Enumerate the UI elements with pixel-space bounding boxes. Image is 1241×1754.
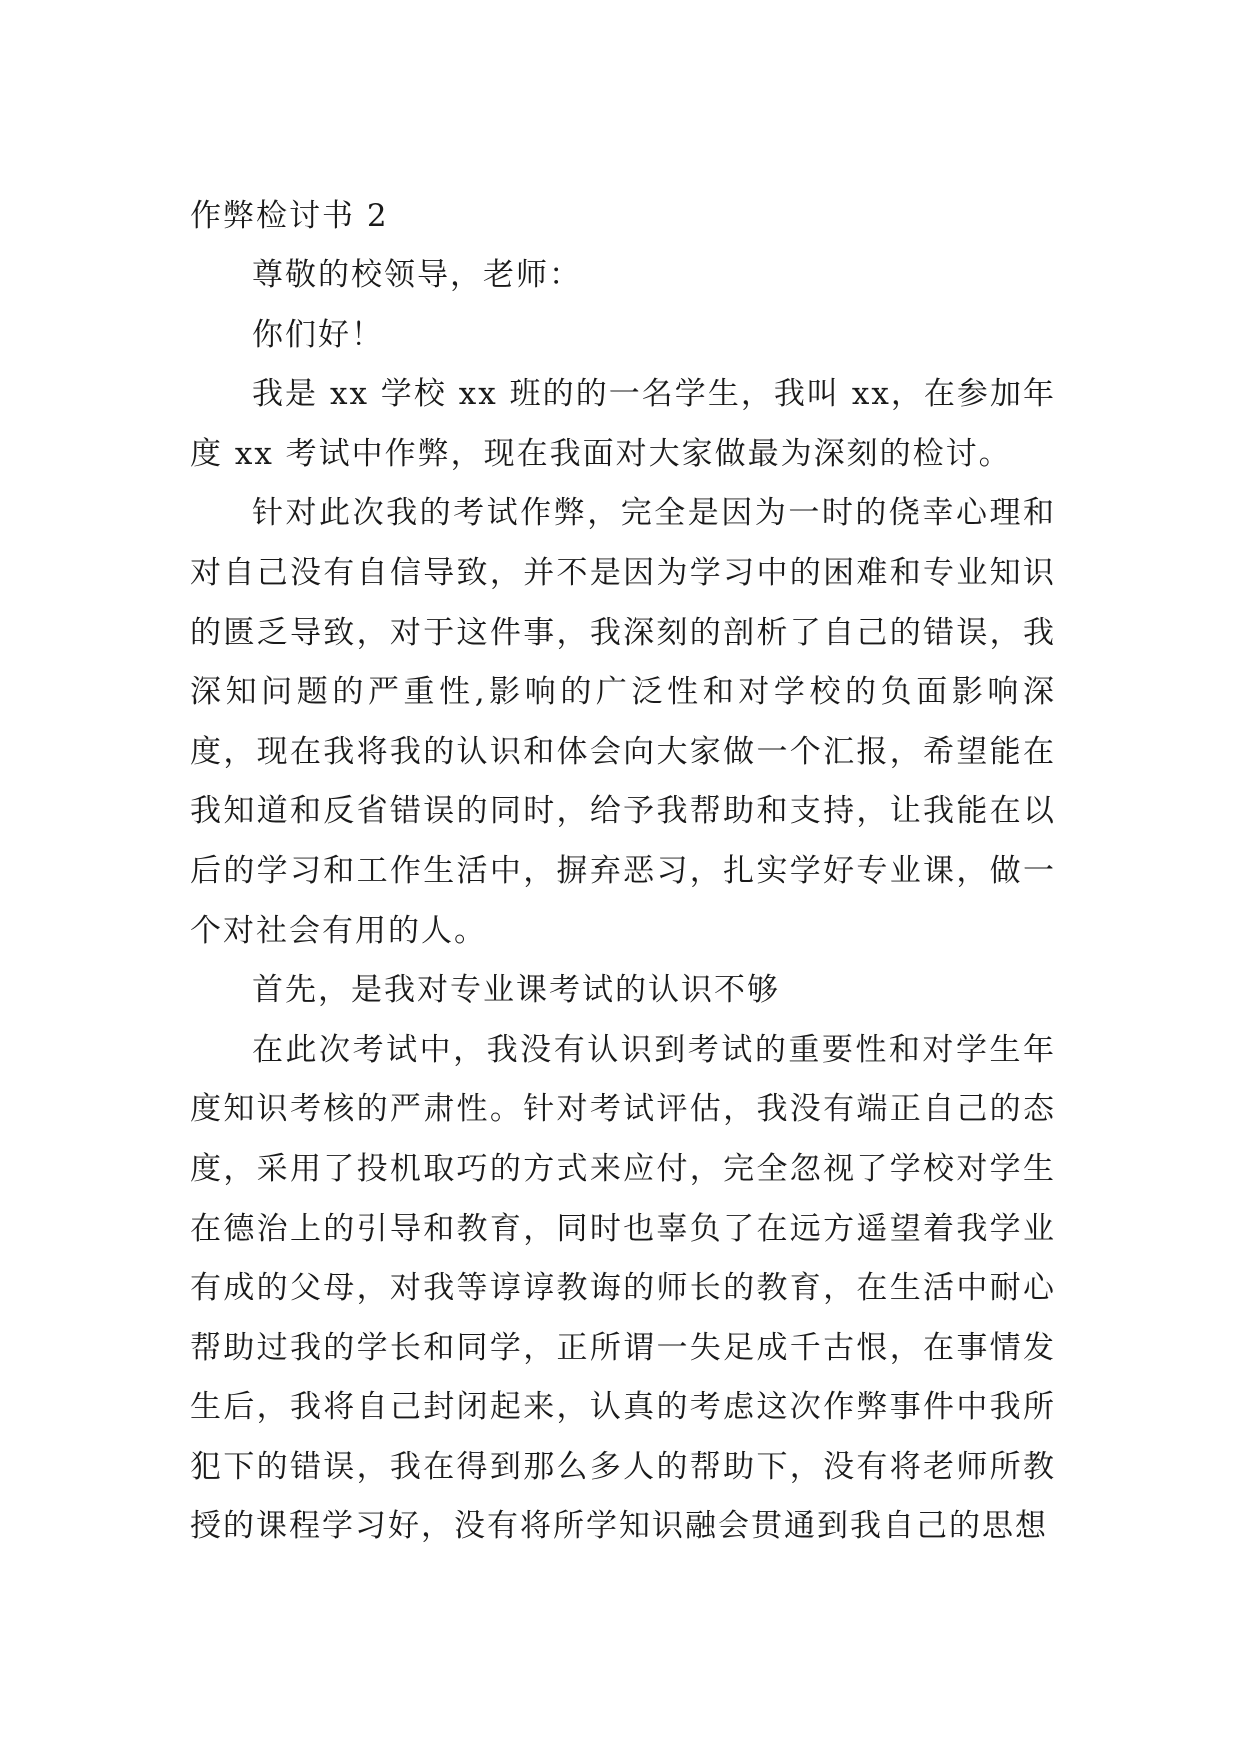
- document-title: 作弊检讨书 2: [190, 198, 389, 234]
- paragraph-reason: 针对此次我的考试作弊，完全是因为一时的侥幸心理和对自己没有自信导致，并不是因为学习中的困难和专业知识的匮乏导致，对于这件事，我深刻的剖析了自己的错误，我深知问题的严重性,影响的广泛性和对学校的负面影响深度，现在我将我的认识和体会向大家做一个汇报，希望能在我知道和反省错误的同时，给予我帮助和支持，让我能在以后的学习和工作生活中，摒弃恶习，扎实学好专业课，做一个对社会有用的人。: [190, 495, 1056, 949]
- greeting: 你们好！: [252, 316, 384, 353]
- paragraph-reflection: 在此次考试中，我没有认识到考试的重要性和对学生年度知识考核的严肃性。针对考试评估，我没有端正自己的态度，采用了投机取巧的方式来应付，完全忽视了学校对学生在德治上的引导和教育，同时也辜负了在远方遥望着我学业有成的父母，对我等谆谆教诲的师长的教育，在生活中耐心帮助过我的学长和同学，正所谓一失足成千古恨，在事情发生后，我将自己封闭起来，认真的考虑这次作弊事件中我所犯下的错误，我在得到那么多人的帮助下，没有将老师所教授的课程学习好，没有将所学知识融会贯通到我自己的思想: [190, 1031, 1056, 1545]
- salutation: 尊敬的校领导，老师：: [252, 257, 582, 293]
- paragraph-intro: 我是 xx 学校 xx 班的的一名学生，我叫 xx，在参加年度 xx 考试中作弊，现在我面对大家做最为深刻的检讨。: [190, 376, 1056, 472]
- section-heading-first: 首先，是我对专业课考试的认识不够: [252, 972, 780, 1009]
- document-body: [190, 186, 1056, 1557]
